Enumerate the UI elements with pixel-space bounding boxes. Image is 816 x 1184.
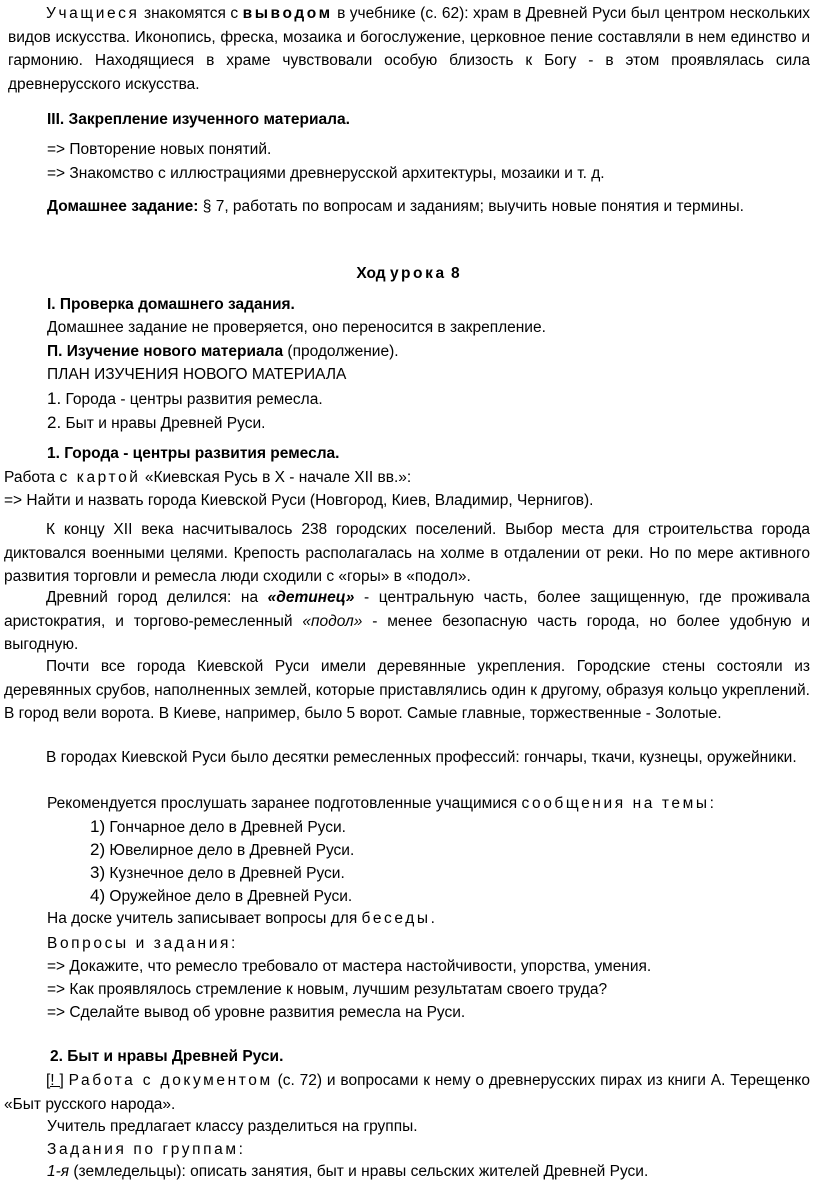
- report-topic: [90, 838, 354, 863]
- plan-item-number: 1.: [47, 389, 62, 408]
- topic-1-heading: 1. Города - центры развития ремесла.: [47, 445, 340, 462]
- para2-text-e: - менее безопасную часть города, но более удобную и выгодную.: [4, 612, 811, 653]
- intro-text-2: в учебнике (с. 62): храм в Древней Руси был центром нескольких видов искусства. Иконопись, фреска, мозаика и богослужение, церковное пение составляли в нем единство и гармонию. Находящиеся в храме чувствовали особую близость к Богу - в этом проявлялась сила древнерусского искусства.: [8, 5, 811, 93]
- cities-paragraph-2: [4, 586, 810, 657]
- rec-text-c: :: [709, 795, 714, 812]
- question-3: => Сделайте вывод об уровне развития ремесла на Руси.: [47, 1004, 466, 1021]
- report-topic-number: 4): [90, 886, 106, 905]
- map-work-b: с картой: [59, 469, 141, 486]
- lesson-title-prefix: Ход: [356, 265, 390, 282]
- rec-text-b: сообщения на темы: [521, 795, 710, 812]
- section-3-item-1: => Повторение новых понятий.: [47, 141, 272, 158]
- question-1: => Докажите, что ремесло требовало от мастера настойчивости, упорства, умения.: [47, 958, 652, 975]
- questions-label: Вопросы и задания:: [47, 935, 238, 952]
- report-topic-text: Ювелирное дело в Древней Руси.: [105, 842, 355, 859]
- map-work-a: Работа: [4, 469, 60, 486]
- report-topic: [90, 815, 346, 840]
- rec-text-a: Рекомендуется прослушать заранее подготовленные учащимися: [47, 795, 522, 812]
- lesson-title-number: 8: [446, 265, 460, 282]
- plan-item-text: Быт и нравы Древней Руси.: [61, 415, 266, 432]
- group-task-1: [47, 1160, 648, 1184]
- podol-term: «подол»: [302, 612, 363, 630]
- report-topic: [90, 884, 352, 909]
- homework-label: Домашнее задание:: [47, 198, 199, 215]
- report-topic-number: 2): [90, 840, 106, 859]
- homework-text: § 7, работать по вопросам и заданиям; выучить новые понятия и термины.: [198, 198, 744, 215]
- attention-mark: [! ]: [46, 1072, 64, 1089]
- map-work-c: «Киевская Русь в X - начале XII вв.»:: [140, 469, 412, 486]
- doc-text-b: Работа с документом: [68, 1072, 273, 1089]
- plan-item: [47, 387, 323, 412]
- cities-paragraph-1: К концу XII века насчитывалось 238 городских поселений. Выбор места для строительства города диктовался военными целями. Крепость располагалась на холме в отдалении от реки. Но по мере активного развития торговли и ремесла люди сходили с «горы» в «подол».: [4, 521, 810, 585]
- board-line: [47, 907, 435, 931]
- para2-text-a: Древний город делился: на: [46, 589, 268, 606]
- cities-paragraph-3: Почти все города Киевской Руси имели деревянные укрепления. Городские стены состояли из деревянных срубов, наполненных землей, которые приставлялись один к другому, образуя кольцо укреплений. В город вели ворота. В Киеве, например, было 5 ворот. Самые главные, торжественные - Золотые.: [4, 658, 810, 722]
- report-topic-number: 3): [90, 863, 106, 882]
- board-text-b: беседы: [361, 910, 431, 927]
- cities-paragraph-4: В городах Киевской Руси было десятки ремесленных профессий: гончары, ткачи, кузнецы, оружейники.: [46, 749, 797, 766]
- lesson-title: [0, 262, 816, 286]
- report-topic-text: Оружейное дело в Древней Руси.: [105, 888, 353, 905]
- lesson-title-word: урока: [389, 265, 447, 282]
- map-task: => Найти и назвать города Киевской Руси (Новгород, Киев, Владимир, Чернигов).: [4, 492, 594, 509]
- topic-2-heading: 2. Быт и нравы Древней Руси.: [50, 1048, 284, 1065]
- section-3-heading: III. Закрепление изученного материала.: [47, 111, 350, 128]
- report-topic-text: Кузнечное дело в Древней Руси.: [105, 865, 345, 882]
- homework-line: [47, 195, 744, 219]
- students-word: Учащиеся: [46, 5, 140, 22]
- intro-text-1: знакомятся с: [139, 5, 243, 22]
- detinets-term: «детинец»: [267, 589, 355, 606]
- board-text-c: .: [430, 910, 435, 927]
- group-task-text: (земледельцы): описать занятия, быт и нравы сельских жителей Древней Руси.: [69, 1163, 649, 1180]
- section-3-item-2: => Знакомство с иллюстрациями древнерусской архитектуры, мозаики и т. д.: [47, 165, 605, 182]
- doc-text-c: (с. 72) и вопросами к нему о древнерусских пирах из книги А. Терещенко «Быт русского народа».: [4, 1072, 810, 1113]
- section-2-title: П. Изучение нового материала: [47, 343, 284, 360]
- report-topic: [90, 861, 345, 886]
- plan-item-number: 2.: [47, 413, 62, 432]
- board-text-a: На доске учитель записывает вопросы для: [47, 910, 362, 927]
- section-2-heading: [47, 340, 399, 364]
- plan-item-text: Города - центры развития ремесла.: [61, 391, 323, 408]
- report-topic-text: Гончарное дело в Древней Руси.: [105, 819, 346, 836]
- recommendation-line: [47, 792, 714, 816]
- report-topic-number: 1): [90, 817, 106, 836]
- conclusion-word: выводом: [242, 5, 333, 22]
- plan-title: ПЛАН ИЗУЧЕНИЯ НОВОГО МАТЕРИАЛА: [47, 366, 347, 383]
- para2-text-c: - центральную часть, более защищенную, где проживала аристократия, и торгово-ремесленный: [4, 589, 810, 630]
- group-number: 1-я: [47, 1163, 70, 1180]
- intro-paragraph: [8, 2, 810, 96]
- group-tasks-label: Задания по группам:: [47, 1141, 246, 1158]
- plan-item: [47, 411, 265, 436]
- teacher-instruction: Учитель предлагает классу разделиться на группы.: [47, 1118, 418, 1135]
- document-work-paragraph: [4, 1069, 810, 1116]
- map-work-line: [4, 466, 411, 490]
- question-2: => Как проявлялось стремление к новым, лучшим результатам своего труда?: [47, 981, 608, 998]
- section-1-text: Домашнее задание не проверяется, оно переносится в закрепление.: [47, 319, 546, 336]
- section-1-heading: I. Проверка домашнего задания.: [47, 296, 295, 313]
- section-2-suffix: (продолжение).: [283, 343, 399, 360]
